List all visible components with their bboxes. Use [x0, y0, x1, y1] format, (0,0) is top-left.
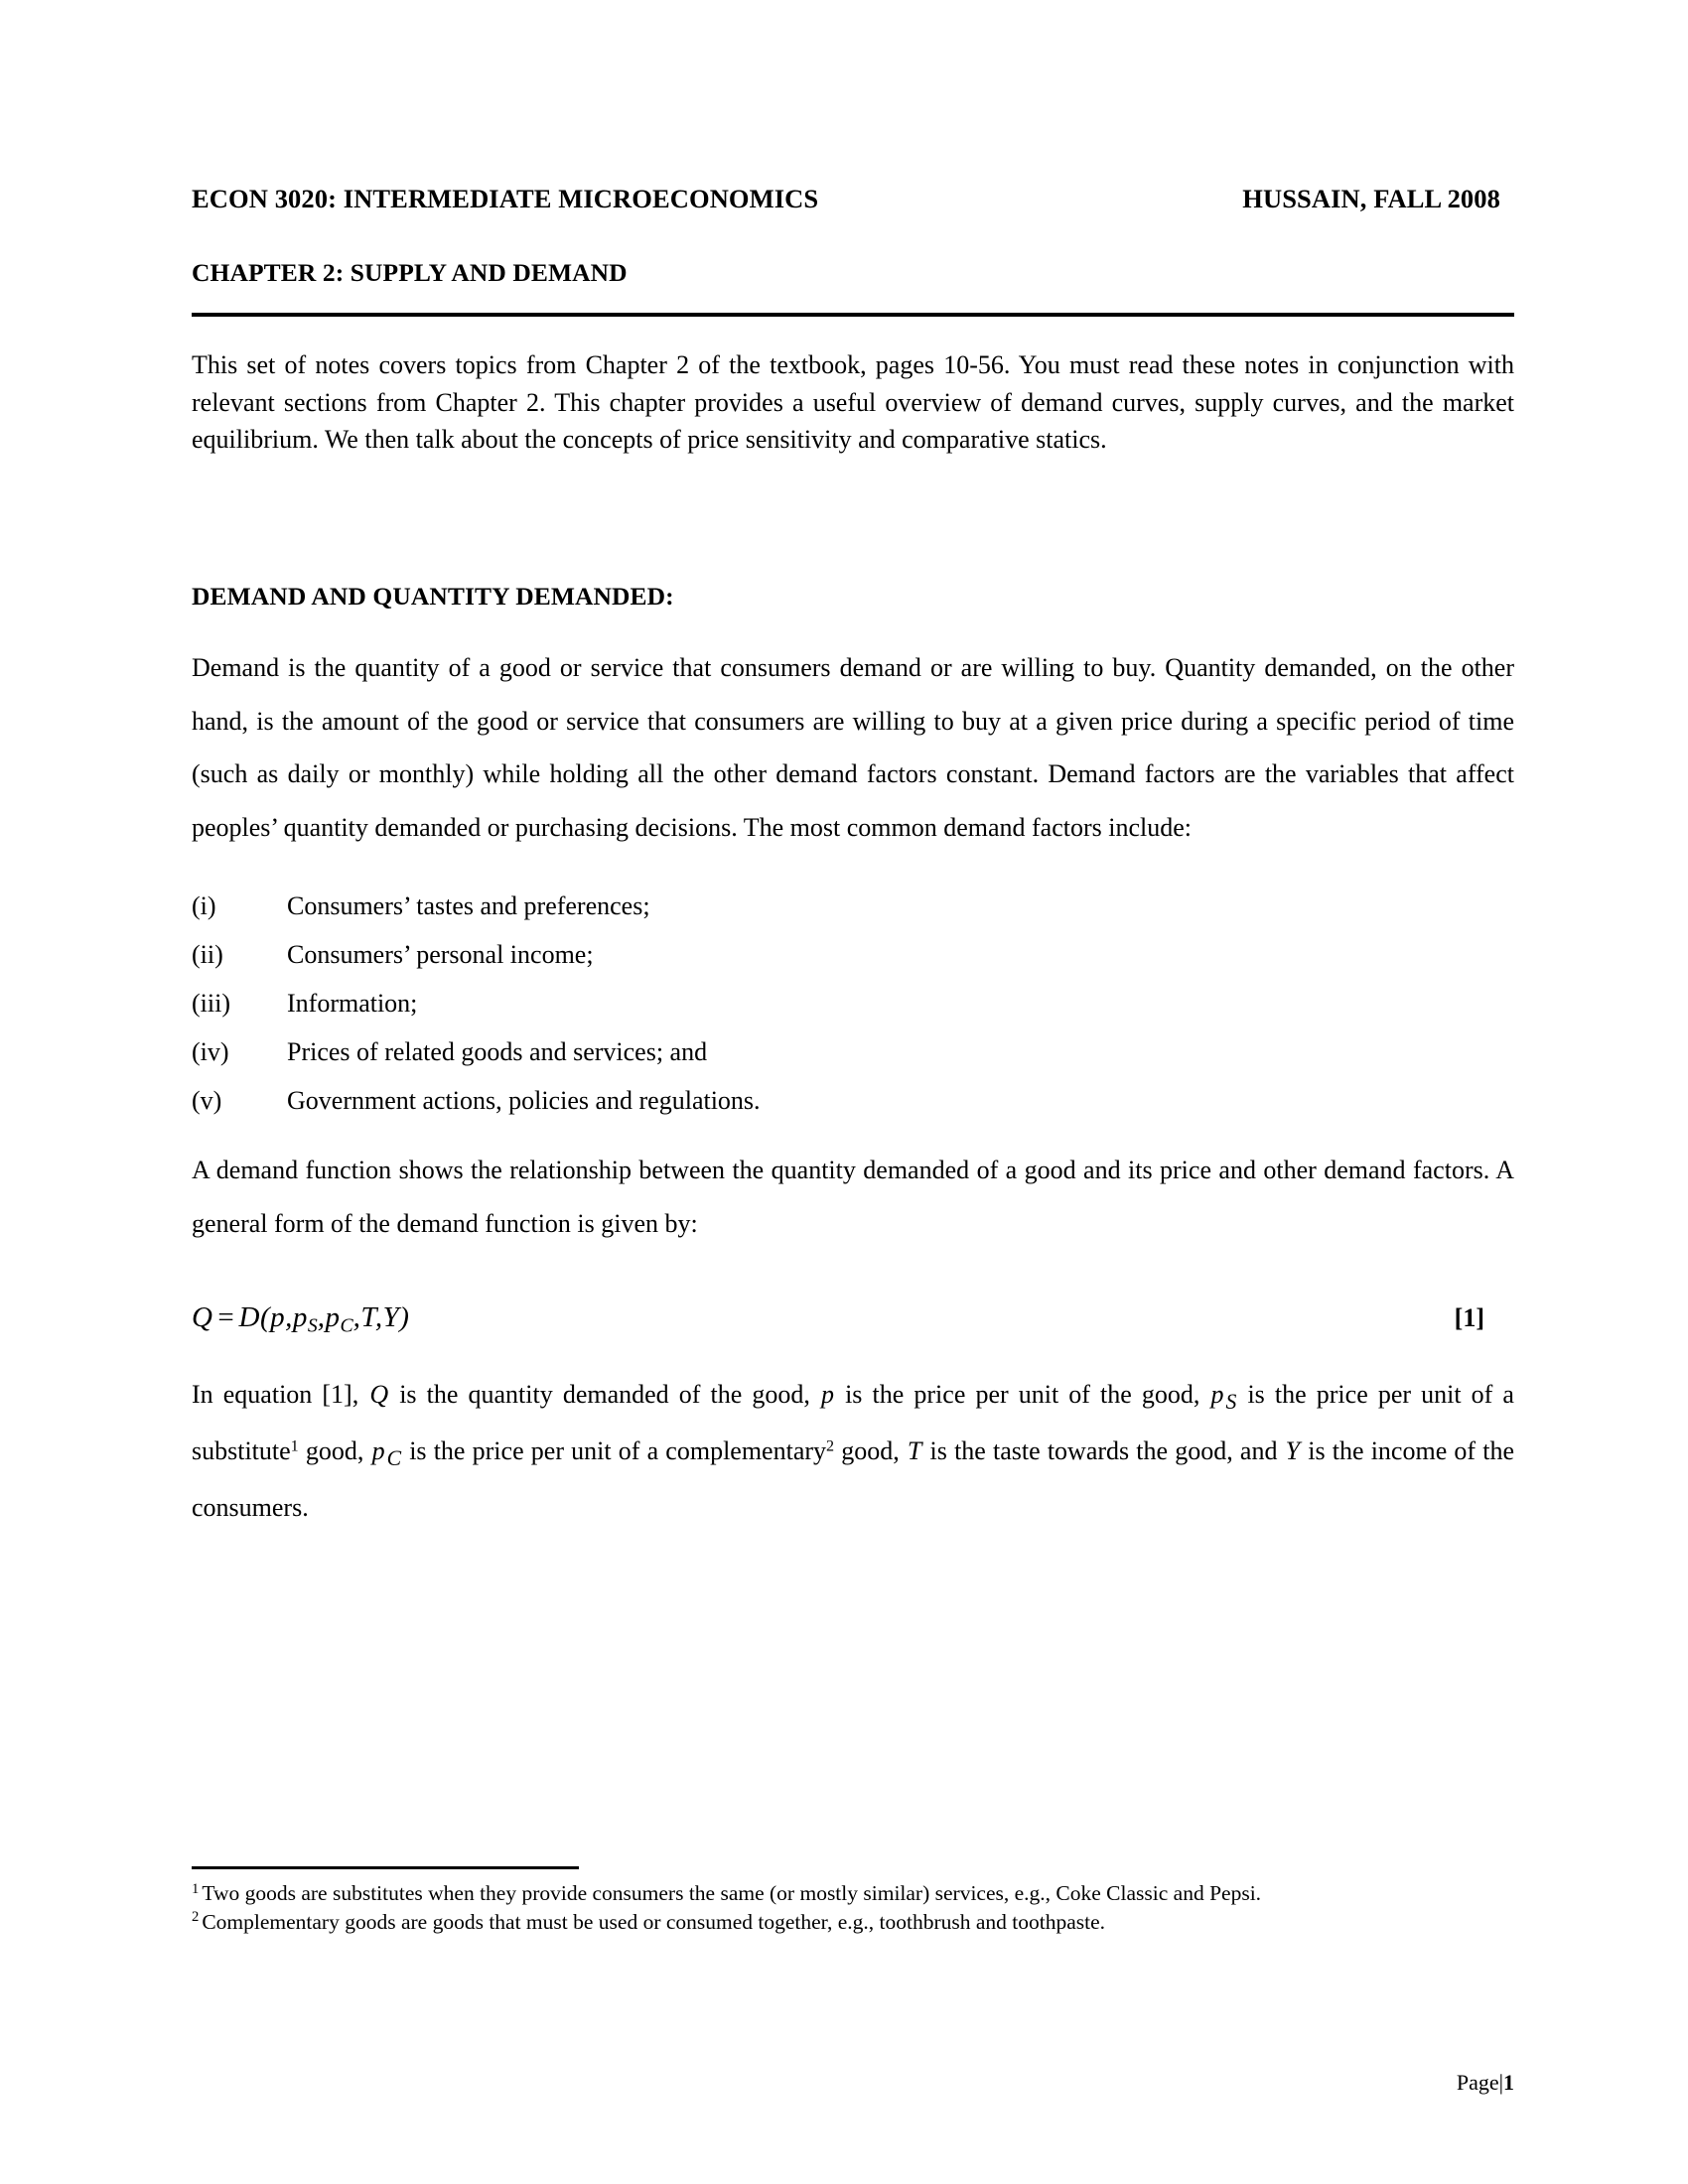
demand-function-paragraph: A demand function shows the relationship between the quantity demanded of a good and its price and other demand factors. A general form of the demand function is given by:: [192, 1156, 1514, 1238]
list-item-label: Consumers’ personal income;: [287, 940, 594, 970]
page-footer-label: Page: [1456, 2070, 1499, 2095]
footnote-1-marker: 1: [192, 1880, 200, 1897]
var-complement-price: p: [371, 1435, 385, 1465]
var-substitute-price-sub: S: [1225, 1390, 1237, 1415]
equation-arg-price: p: [270, 1301, 286, 1334]
explanation-seg1: In equation [1],: [192, 1379, 369, 1409]
var-income: Y: [1285, 1435, 1301, 1465]
equation-arg-taste: T: [360, 1301, 375, 1334]
var-complement-price-sub: C: [386, 1445, 402, 1470]
footnote-1-text: Two goods are substitutes when they provide consumers the same (or mostly similar) services, e.g., Coke Classic and Pepsi.: [202, 1881, 1262, 1905]
var-quantity: Q: [369, 1379, 389, 1409]
list-item-label: Prices of related goods and services; and: [287, 1037, 708, 1067]
equation-row: [192, 1301, 1514, 1338]
list-item-label: Consumers’ tastes and preferences;: [287, 891, 650, 921]
list-item-marker: (iii): [192, 989, 230, 1019]
footnote-separator: [192, 1866, 579, 1869]
footnote-marker-1: 1: [290, 1437, 299, 1455]
explanation-seg9: is the income of the consumers.: [192, 1435, 1514, 1522]
explanation-seg7: good,: [834, 1435, 907, 1465]
footnote-area: [192, 1866, 1514, 1936]
var-substitute-price: p: [1210, 1379, 1224, 1409]
explanation-seg4: is the price per unit of a substitute: [192, 1379, 1514, 1465]
equation-comma: ,: [374, 1301, 383, 1334]
chapter-title: CHAPTER 2: SUPPLY AND DEMAND: [192, 258, 628, 287]
list-item: [192, 1088, 1514, 1114]
equation-open-paren: (: [259, 1301, 271, 1334]
list-item: [192, 893, 1514, 919]
equation-arg-substitute-price: p: [292, 1301, 308, 1334]
list-item-marker: (ii): [192, 940, 223, 970]
explanation-seg3: is the price per unit of the good,: [834, 1379, 1210, 1409]
header-divider: [192, 313, 1514, 317]
list-item-marker: (iv): [192, 1037, 229, 1067]
footnote-marker-2: 2: [826, 1437, 835, 1455]
footnote-2-marker: 2: [192, 1909, 200, 1926]
list-item-label: Information;: [287, 989, 418, 1019]
page-number: 1: [1503, 2070, 1514, 2095]
page-footer: [1457, 2070, 1514, 2096]
explanation-seg8: is the taste towards the good, and: [922, 1435, 1285, 1465]
var-price: p: [820, 1379, 834, 1409]
footnote-2: [192, 1908, 1514, 1937]
demand-factors-list: [192, 893, 1514, 1114]
page-footer-separator: |: [1498, 2070, 1503, 2095]
list-item: [192, 942, 1514, 968]
equation-explanation-paragraph: [192, 1368, 1514, 1534]
equation-comma: ,: [285, 1301, 293, 1334]
equation-lhs: Q: [192, 1301, 213, 1334]
equation-arg-complement-price: p: [325, 1301, 341, 1334]
equation-arg-substitute-sub: S: [307, 1314, 318, 1337]
footnote-1: [192, 1879, 1514, 1908]
equation-function-name: D: [238, 1301, 260, 1334]
section-heading-demand: DEMAND AND QUANTITY DEMANDED:: [192, 582, 674, 612]
intro-paragraph: This set of notes covers topics from Chapter 2 of the textbook, pages 10-56. You must read these notes in conjunction with relevant sections from Chapter 2. This chapter provides a useful overview of demand curves, supply curves, and the market equilibrium. We then talk about the concepts of price sensitivity and comparative statics.: [192, 350, 1514, 455]
equation-arg-income: Y: [382, 1301, 400, 1334]
equation-close-paren: ): [399, 1301, 410, 1334]
explanation-seg6: is the price per unit of a complementary: [402, 1435, 827, 1465]
explanation-seg2: is the quantity demanded of the good,: [389, 1379, 820, 1409]
demand-definition-paragraph: Demand is the quantity of a good or service that consumers demand or are willing to buy. Quantity demanded, on the other hand, is the amount of the good or service that consumers are willing to buy at a given price during a specific period of time (such as daily or monthly) while holding all the other demand factors constant. Demand factors are the variables that affect peoples’ quantity demanded or purchasing decisions. The most common demand factors include:: [192, 653, 1514, 842]
demand-function-equation: [192, 1301, 409, 1338]
instructor-term: HUSSAIN, FALL 2008: [1242, 184, 1500, 213]
list-item-marker: (i): [192, 891, 216, 921]
equation-comma: ,: [317, 1301, 326, 1334]
var-taste: T: [907, 1435, 922, 1465]
equation-comma: ,: [352, 1301, 361, 1334]
equation-operator: =: [215, 1301, 236, 1334]
footnote-2-text: Complementary goods are goods that must be used or consumed together, e.g., toothbrush and toothpaste.: [202, 1909, 1106, 1934]
explanation-seg5: good,: [298, 1435, 371, 1465]
running-head: [192, 184, 1514, 214]
list-item-label: Government actions, policies and regulations.: [287, 1086, 761, 1116]
list-item-marker: (v): [192, 1086, 222, 1116]
equation-arg-complement-sub: C: [340, 1314, 353, 1337]
list-item: [192, 991, 1514, 1017]
course-title: ECON 3020: INTERMEDIATE MICROECONOMICS: [192, 184, 819, 213]
equation-number: [1]: [1454, 1303, 1484, 1333]
list-item: [192, 1039, 1514, 1065]
